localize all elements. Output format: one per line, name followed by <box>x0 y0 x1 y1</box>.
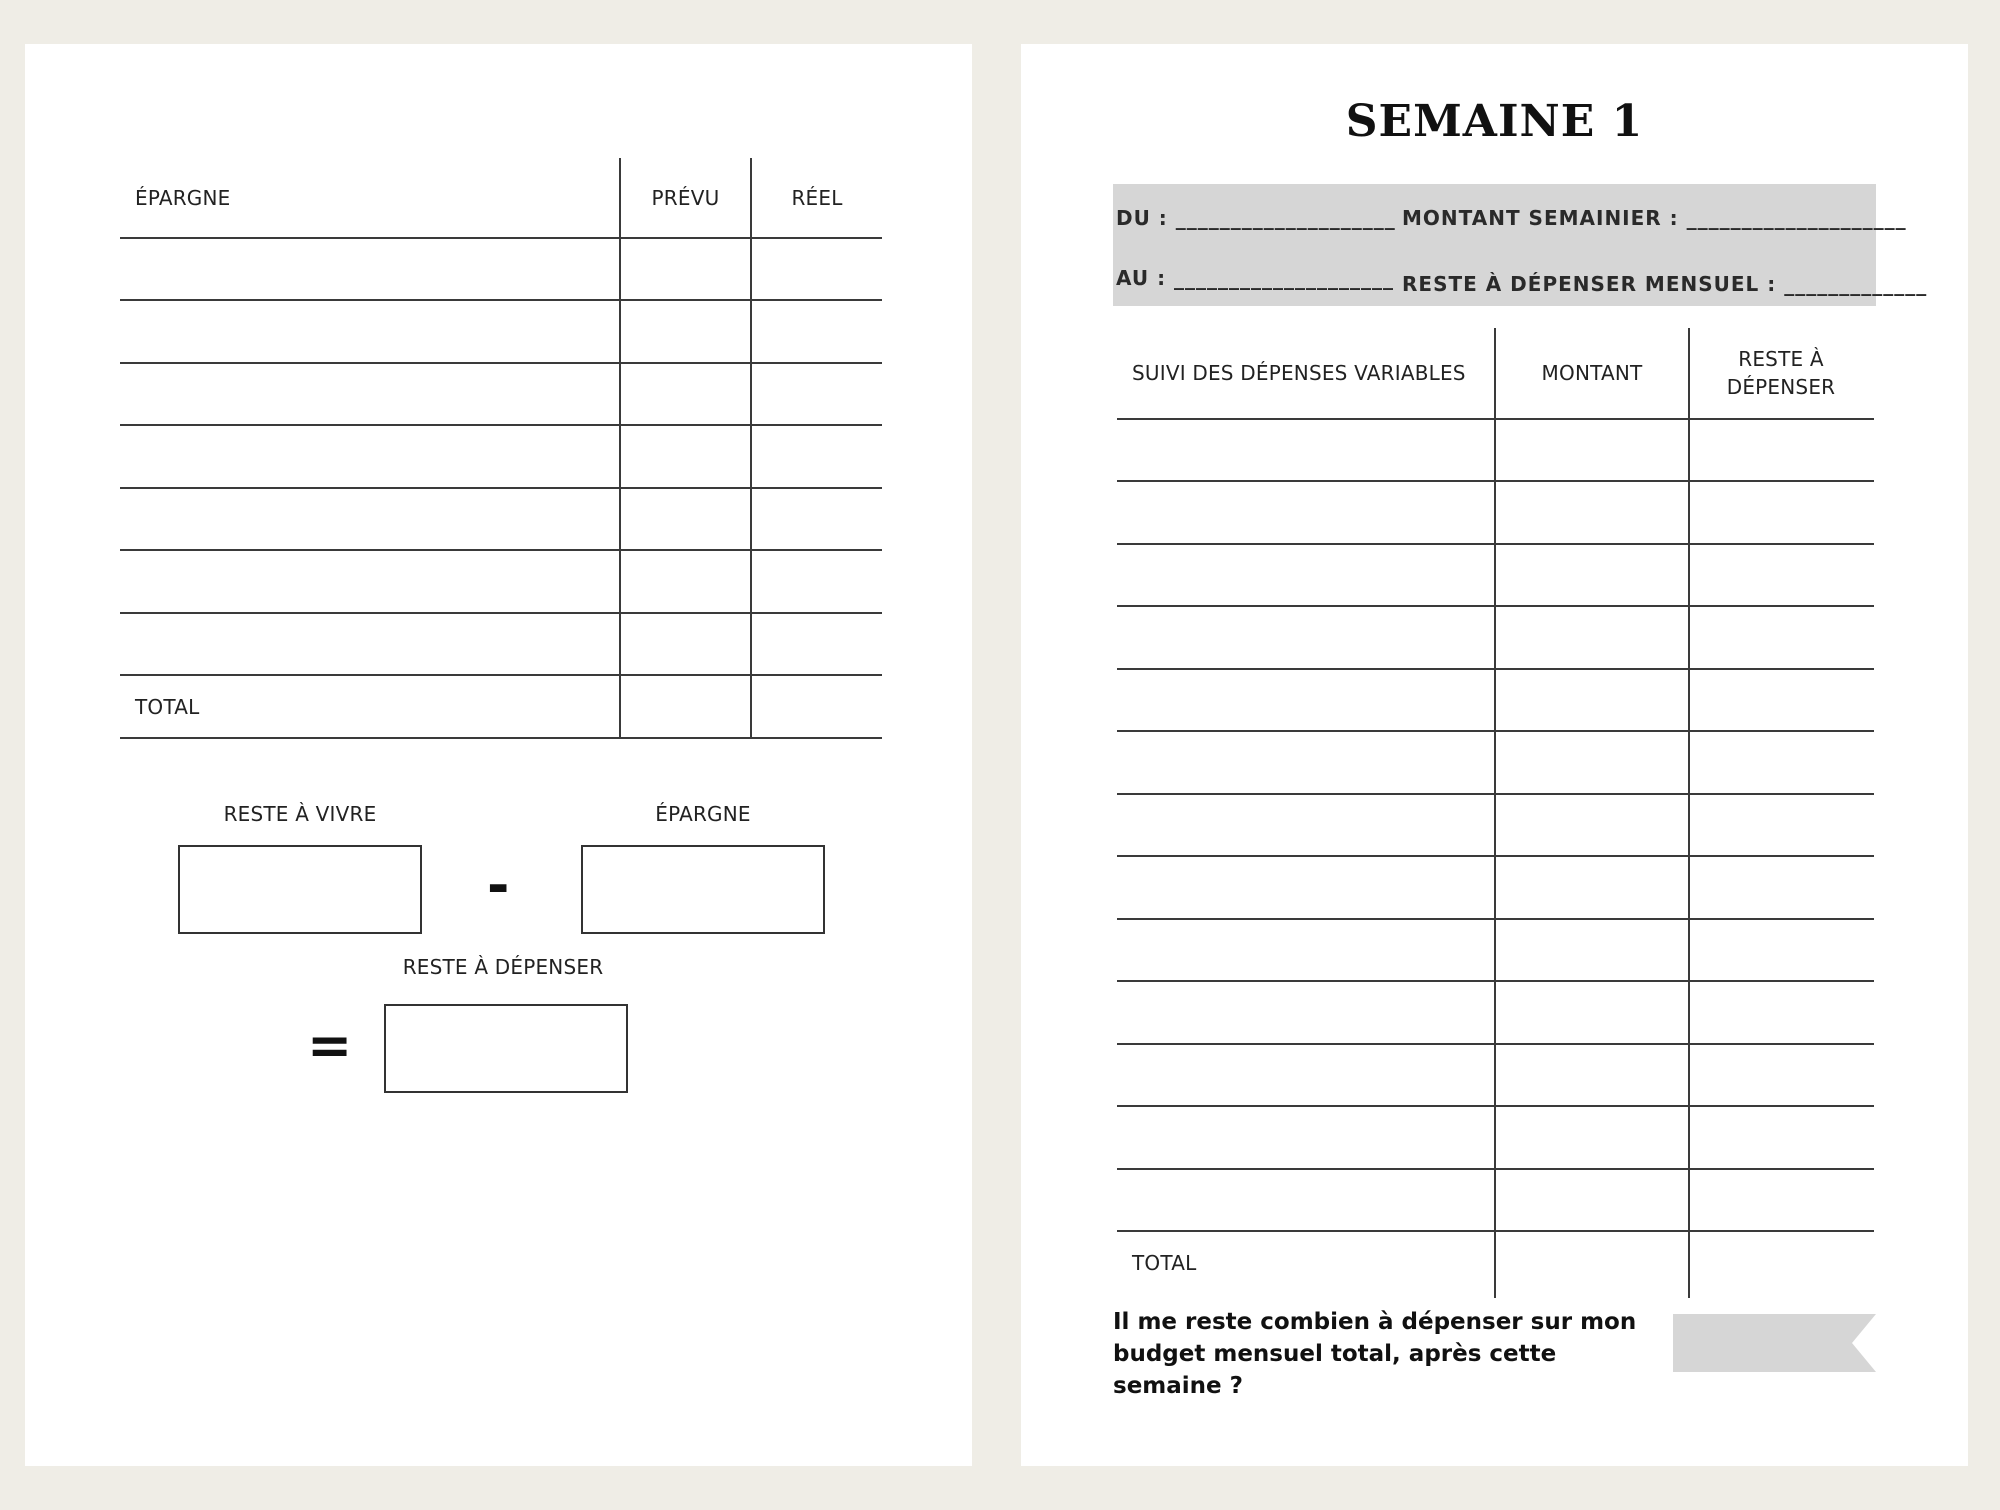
total-label: TOTAL <box>135 695 200 719</box>
header-epargne: ÉPARGNE <box>135 186 231 210</box>
row-line <box>120 487 882 489</box>
row-line <box>120 237 882 239</box>
answer-ribbon[interactable] <box>1673 1314 1876 1372</box>
row-line <box>1117 1043 1874 1045</box>
remaining-budget-question <box>1113 1306 1653 1402</box>
row-line <box>1117 480 1874 482</box>
row-line <box>120 549 882 551</box>
header-reste-line2: DÉPENSER <box>1726 375 1836 399</box>
epargne-box[interactable] <box>581 845 825 934</box>
row-line <box>1117 1105 1874 1107</box>
row-line <box>1117 793 1874 795</box>
right-page <box>1021 44 1968 1466</box>
left-page <box>25 44 972 1466</box>
row-line <box>1117 730 1874 732</box>
row-line <box>120 299 882 301</box>
column-divider <box>1494 328 1496 1298</box>
question-line-2: budget mensuel total, après cette semaine ? <box>1113 1341 1557 1399</box>
column-divider <box>1688 328 1690 1298</box>
row-line <box>120 737 882 739</box>
epargne-label: ÉPARGNE <box>655 802 751 826</box>
page-title: SEMAINE 1 <box>1345 96 1644 147</box>
date-to-field[interactable]: AU : ____________________ <box>1116 266 1395 290</box>
row-line <box>1117 1230 1874 1232</box>
row-line <box>120 424 882 426</box>
row-line <box>1117 980 1874 982</box>
header-reel: RÉEL <box>791 186 843 210</box>
row-line <box>120 612 882 614</box>
weekly-amount-field[interactable]: MONTANT SEMAINIER : ____________________ <box>1402 206 1907 230</box>
total-label: TOTAL <box>1132 1251 1197 1275</box>
row-line <box>1117 418 1874 420</box>
column-divider <box>750 158 752 739</box>
reste-a-depenser-box[interactable] <box>384 1004 628 1093</box>
row-line <box>1117 918 1874 920</box>
row-line <box>1117 1168 1874 1170</box>
header-suivi: SUIVI DES DÉPENSES VARIABLES <box>1132 361 1466 385</box>
row-line <box>120 674 882 676</box>
row-line <box>1117 668 1874 670</box>
reste-a-vivre-label: RESTE À VIVRE <box>223 802 377 826</box>
reste-a-vivre-box[interactable] <box>178 845 422 934</box>
row-line <box>1117 543 1874 545</box>
column-divider <box>619 158 621 739</box>
equals-sign: = <box>307 1014 353 1077</box>
header-prevu: PRÉVU <box>651 186 720 210</box>
header-reste-line1: RESTE À <box>1738 347 1824 371</box>
row-line <box>1117 855 1874 857</box>
row-line <box>1117 605 1874 607</box>
reste-a-depenser-label: RESTE À DÉPENSER <box>402 955 604 979</box>
question-line-1: Il me reste combien à dépenser sur mon <box>1113 1309 1637 1335</box>
minus-sign: - <box>487 854 510 917</box>
row-line <box>120 362 882 364</box>
header-montant: MONTANT <box>1541 361 1643 385</box>
date-from-field[interactable]: DU : ____________________ <box>1116 206 1396 230</box>
monthly-remaining-field[interactable]: RESTE À DÉPENSER MENSUEL : _____________ <box>1402 272 1928 296</box>
